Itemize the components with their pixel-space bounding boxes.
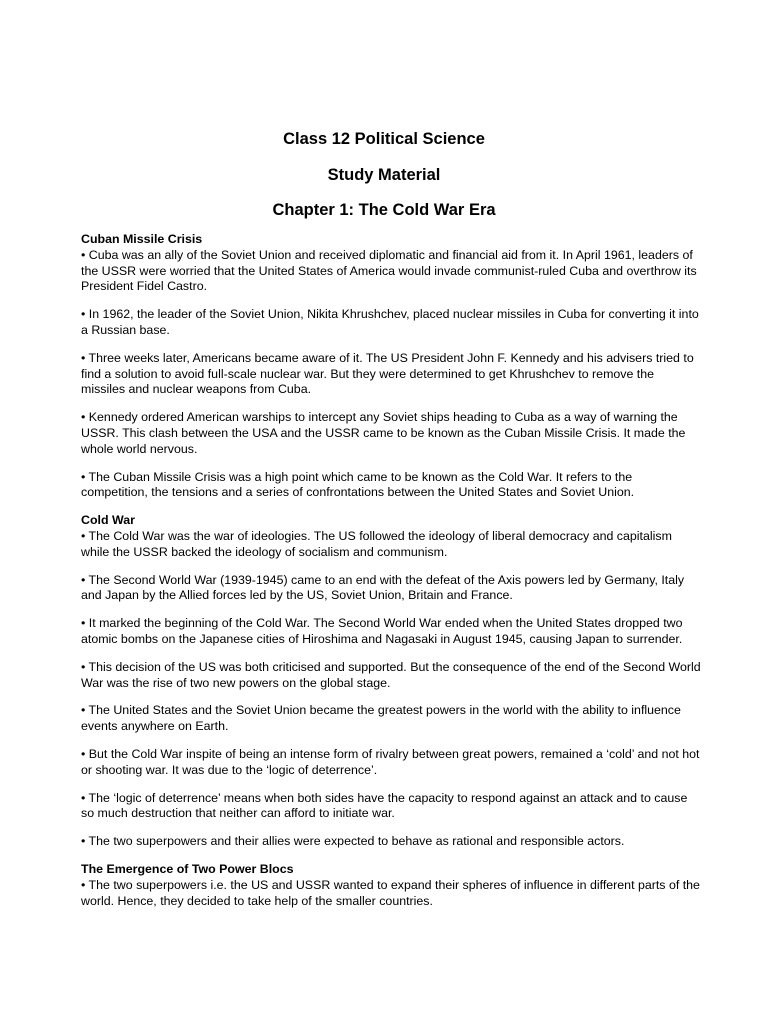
paragraph: • The ‘logic of deterrence’ means when both sides have the capacity to respond against an attack and to cause so much destruction that neither can afford to initiate war. — [81, 790, 688, 821]
paragraph: • In 1962, the leader of the Soviet Union, Nikita Khrushchev, placed nuclear missiles in Cuba for converting it into a Russian base. — [81, 307, 699, 337]
title-block — [0, 128, 768, 235]
paragraph: • This decision of the US was both criticised and supported. But the consequence of the end of the Second World War was the rise of two new powers on the global stage. — [81, 659, 701, 690]
section-heading: Cold War — [81, 513, 135, 528]
paragraph: • Cuba was an ally of the Soviet Union and received diplomatic and financial aid from it. In April 1961, leaders of the USSR were worried that the United States of America would invade communist-ruled Cuba and overthrow its President Fidel Castro. — [81, 247, 697, 294]
document-title: Class 12 Political Science — [283, 130, 485, 148]
section-power-blocs — [81, 862, 701, 909]
section-cold-war — [81, 513, 701, 850]
paragraph: • The Cold War was the war of ideologies. The US followed the ideology of liberal democracy and capitalism while the USSR backed the ideology of socialism and communism. — [81, 528, 672, 559]
paragraph: • The United States and the Soviet Union became the greatest powers in the world with the ability to influence events anywhere on Earth. — [81, 703, 681, 734]
paragraph: • Three weeks later, Americans became aware of it. The US President John F. Kennedy and his advisers tried to find a solution to avoid full-scale nuclear war. But they were determined to get Khrushchev to remove the missiles and nuclear weapons from Cuba. — [81, 350, 694, 397]
document-subtitle: Study Material — [327, 165, 441, 184]
paragraph: • The Second World War (1939-1945) came to an end with the defeat of the Axis powers led by Germany, Italy and Japan by the Allied forces led by the US, Soviet Union, Britain and France. — [81, 572, 685, 603]
section-heading: Cuban Missile Crisis — [81, 232, 203, 246]
paragraph: • The Cuban Missile Crisis was a high point which came to be known as the Cold War. It refers to the competition, the tensions and a series of confrontations between the United States and Soviet Union. — [81, 469, 635, 500]
paragraph: • Kennedy ordered American warships to intercept any Soviet ships heading to Cuba as a way of warning the USSR. This clash between the USA and the USSR came to be known as the Cuban Missile Crisis. It made the whole world nervous. — [81, 410, 686, 456]
section-heading: The Emergence of Two Power Blocs — [81, 861, 294, 876]
paragraph: • The two superpowers and their allies were expected to behave as rational and responsible actors. — [81, 834, 625, 849]
paragraph: • But the Cold War inspite of being an intense form of rivalry between great powers, remained a ‘cold’ and not hot or shooting war. It was due to the ‘logic of deterrence’. — [81, 746, 700, 777]
paragraph: • The two superpowers i.e. the US and USSR wanted to expand their spheres of influence in different parts of the world. Hence, they decided to take help of the smaller countries. — [81, 877, 700, 908]
chapter-title: Chapter 1: The Cold War Era — [272, 201, 496, 219]
section-cuban-missile-crisis — [81, 232, 701, 501]
document-body — [81, 232, 701, 921]
paragraph: • It marked the beginning of the Cold War. The Second World War ended when the United States dropped two atomic bombs on the Japanese cities of Hiroshima and Nagasaki in August 1945, causing Japan to surrender. — [81, 616, 683, 646]
